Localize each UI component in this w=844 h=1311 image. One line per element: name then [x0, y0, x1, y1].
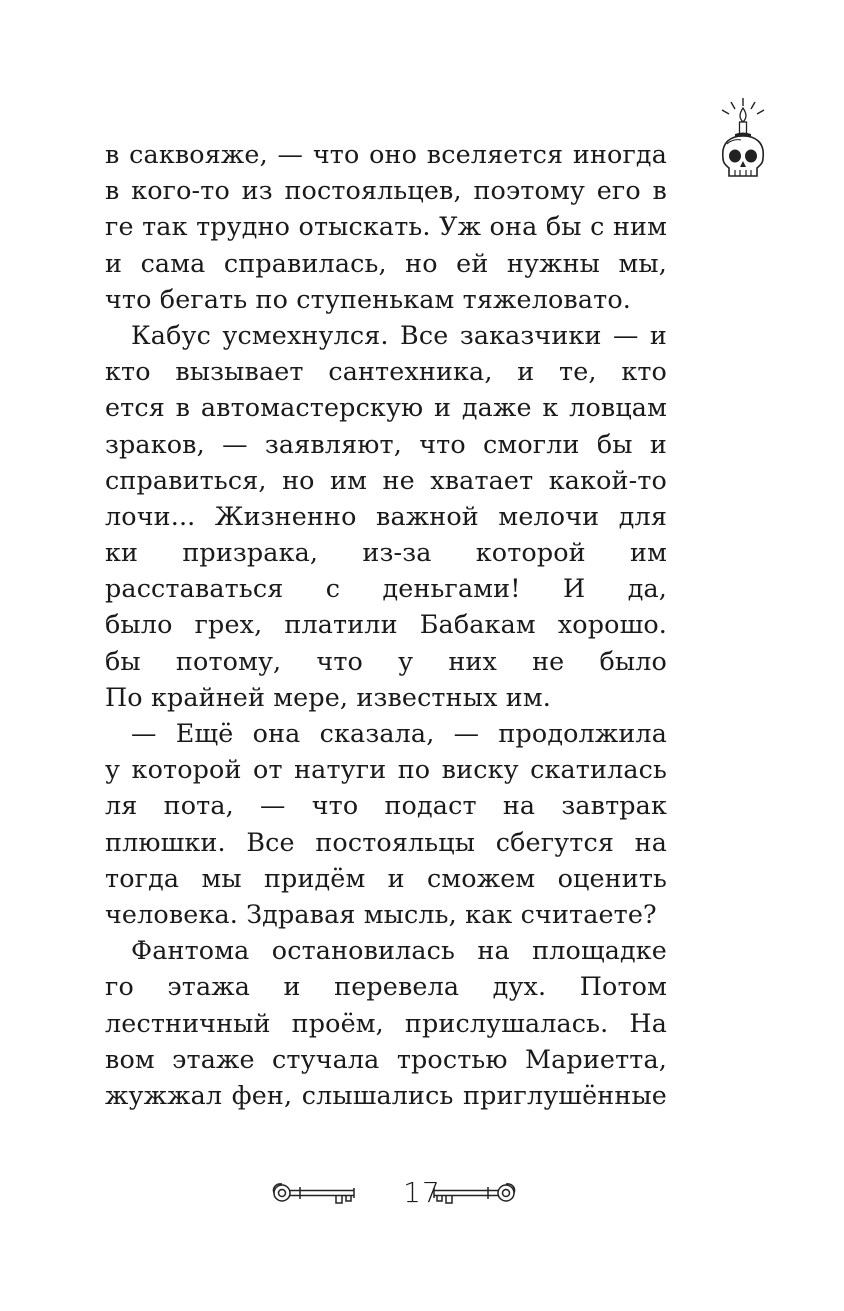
text-line: Кабус усмехнулся. Все заказчики — и: [131, 319, 667, 350]
text-line: ется в автомастерскую и даже к ловцам: [105, 392, 667, 423]
text-line: справиться, но им не хватает какой-то: [105, 464, 667, 495]
text-line: было грех, платили Бабакам хорошо.: [105, 609, 667, 640]
text-line: По крайней мере, известных им.: [105, 681, 551, 712]
text-line: вом этаже стучала тростью Мариетта,: [105, 1043, 667, 1074]
text-line: — Ещё она сказала, — продолжила: [131, 718, 667, 749]
text-line: ге так трудно отыскать. Уж она бы с ним: [105, 211, 667, 242]
text-line: человека. Здравая мысль, как считаете?: [105, 898, 657, 929]
text-line: ля пота, — что подаст на завтрак: [105, 790, 667, 821]
text-line: бы потому, что у них не было: [105, 645, 667, 676]
key-right-icon: [426, 1176, 518, 1210]
text-line: лестничный проём, прислушалась. На: [105, 1007, 667, 1038]
skull-candle-icon: [713, 96, 773, 180]
text-line: го этажа и перевела дух. Потом: [105, 971, 667, 1002]
text-line: и сама справилась, но ей нужны мы,: [105, 247, 667, 278]
text-line: лочи... Жизненно важной мелочи для: [105, 500, 667, 531]
text-line: плюшки. Все постояльцы сбегутся на: [105, 826, 667, 857]
text-line: кто вызывает сантехника, и те, кто: [105, 356, 667, 387]
text-line: ки призрака, из-за которой им: [105, 537, 667, 568]
text-line: у которой от натуги по виску скатилась: [105, 754, 667, 785]
text-line: что бегать по ступенькам тяжеловато.: [105, 283, 631, 314]
text-line: Фантома остановилась на площадке: [131, 935, 667, 966]
body-text: [105, 136, 667, 1113]
text-line: зраков, — заявляют, что смогли бы и: [105, 428, 667, 459]
text-line: в кого-то из постояльцев, поэтому его в: [105, 175, 667, 206]
text-line: в саквояже, — что оно вселяется иногда: [105, 139, 667, 169]
text-line: жужжал фен, слышались приглушённые: [105, 1079, 667, 1110]
page-number: 17: [403, 1176, 441, 1209]
text-line: расставаться с деньгами! И да,: [105, 573, 667, 604]
text-line: тогда мы придём и сможем оценить: [105, 862, 667, 893]
